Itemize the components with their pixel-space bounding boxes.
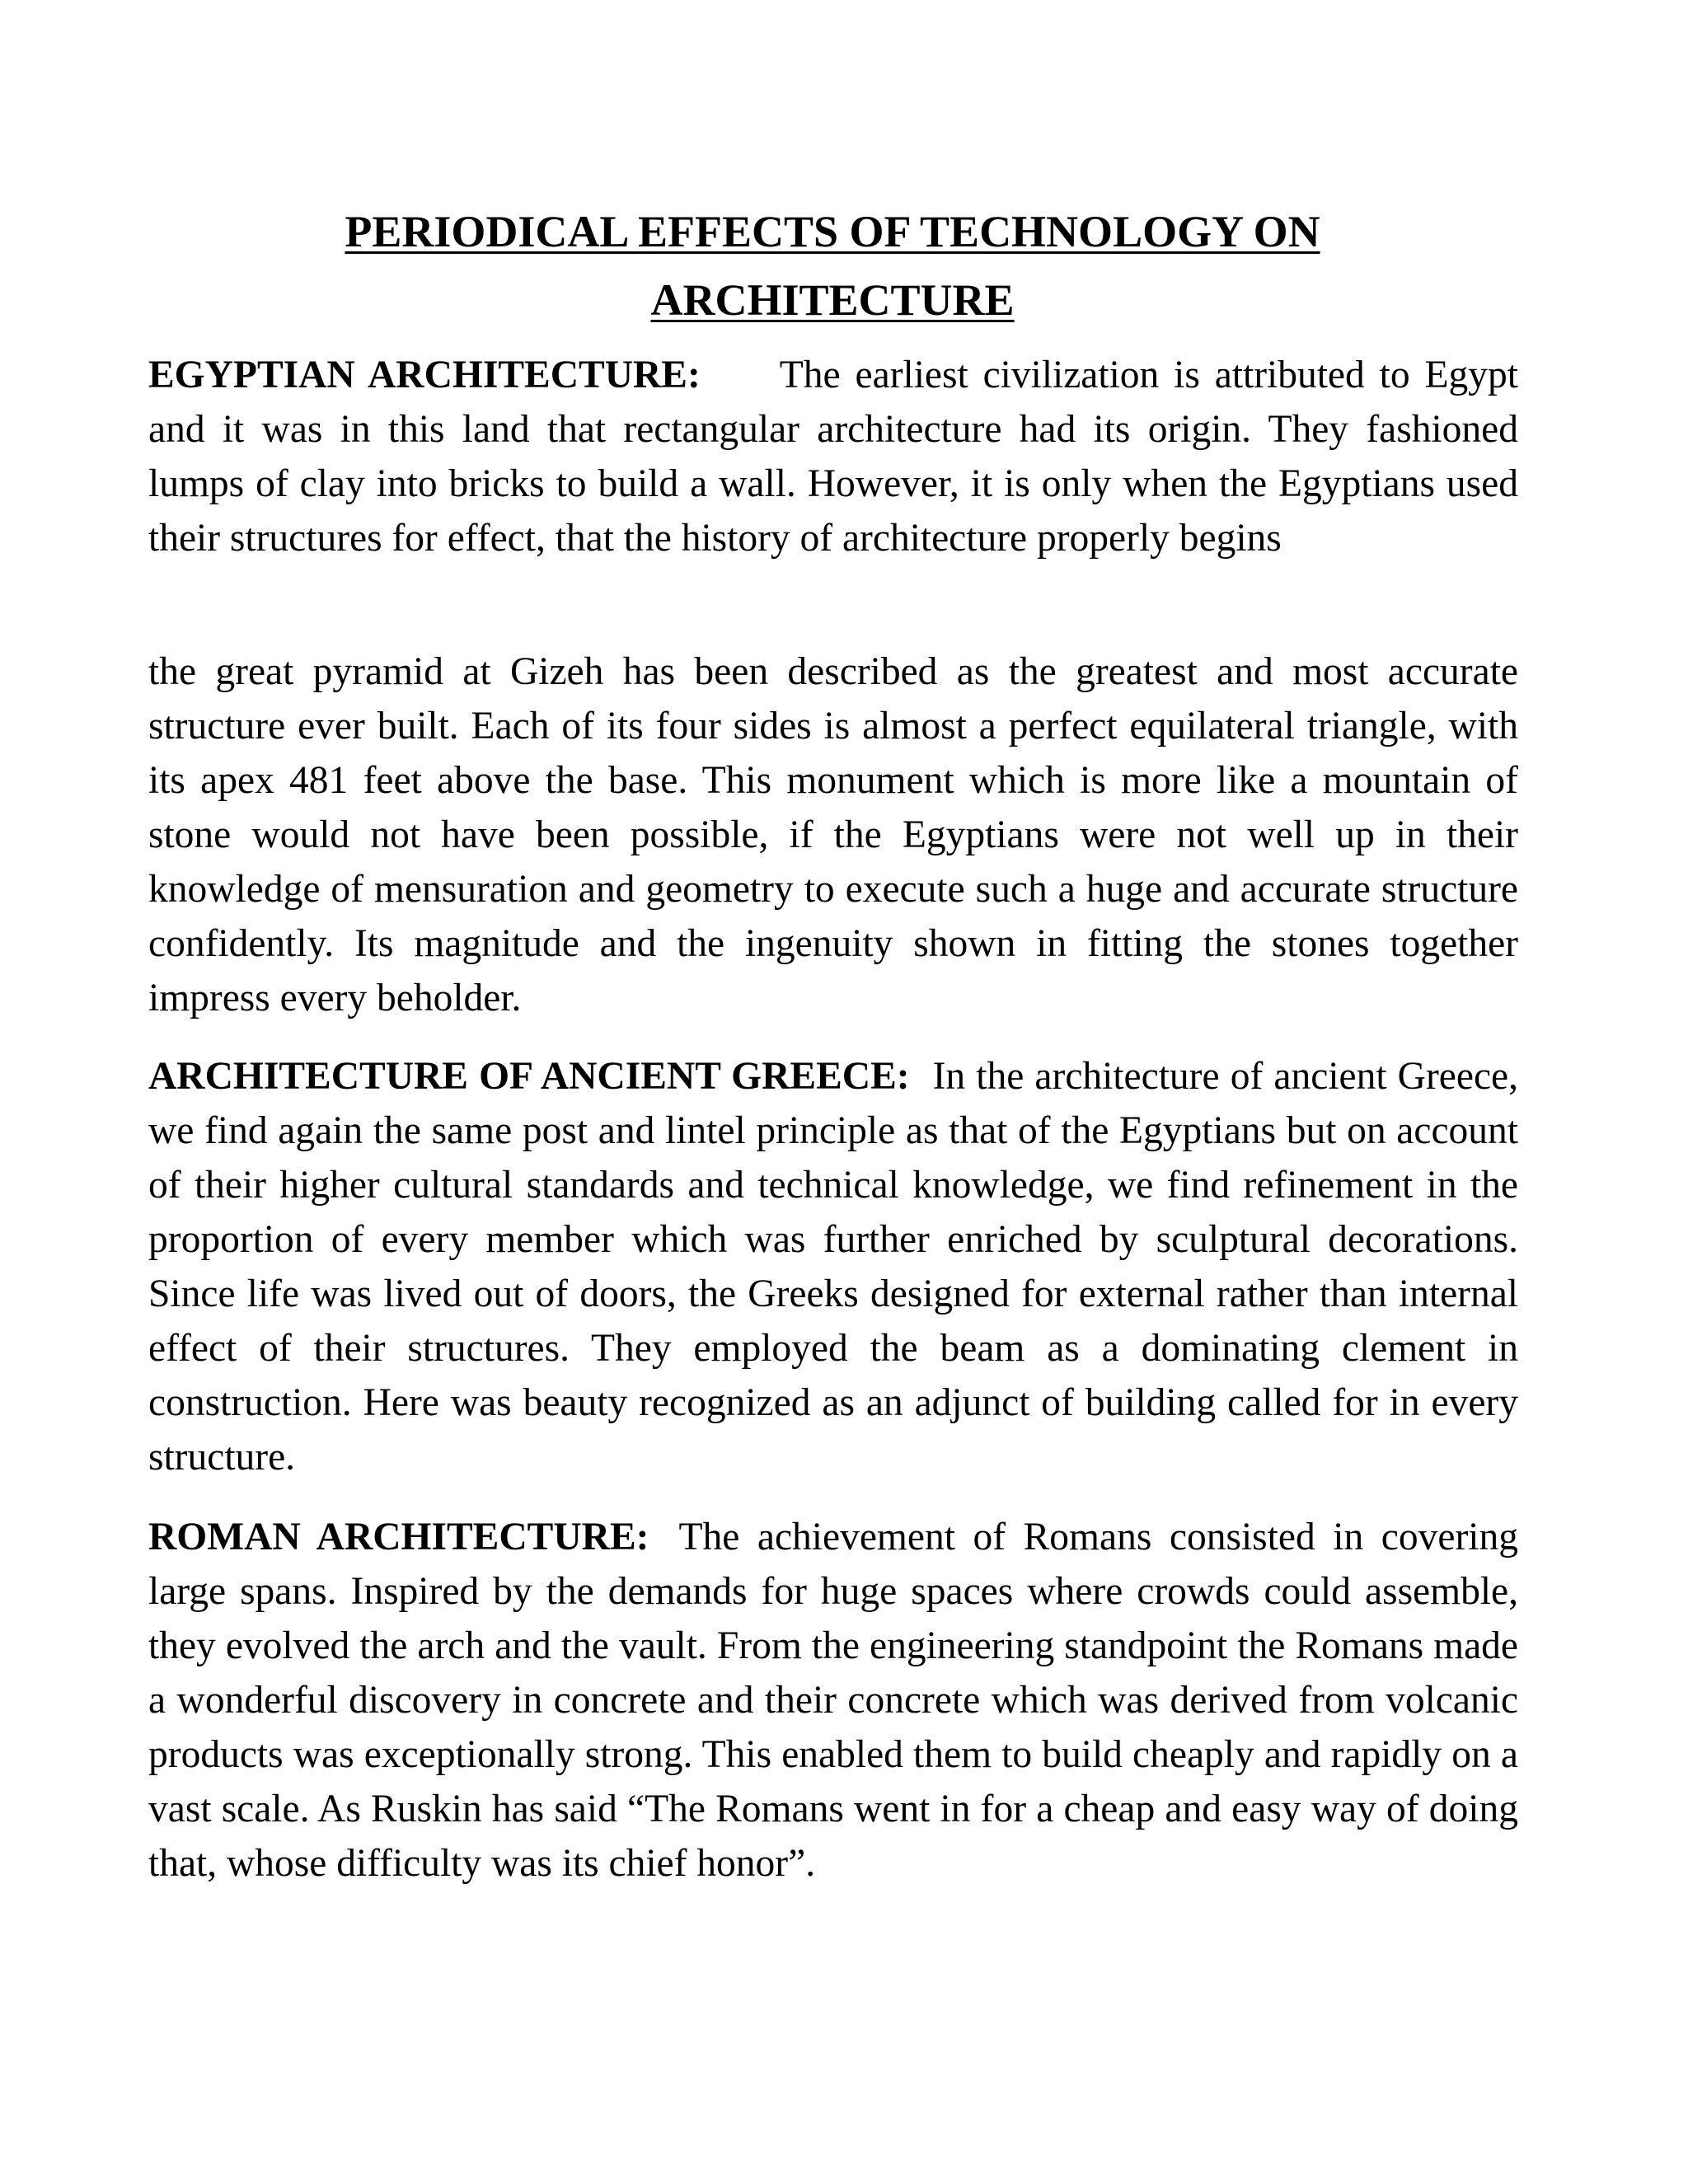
- egyptian-architecture-paragraph: [148, 348, 1518, 565]
- great-pyramid-text: the great pyramid at Gizeh has been described as the greatest and most accurate structure ever built. Each of its four sides is almost a perfect equilateral triangle, with its apex 481 feet above the base. This monument which is more like a mountain of stone would not have been possible, if the Egyptians were not well up in their knowledge of mensuration and geometry to execute such a huge and accurate structure confidently. Its magnitude and the ingenuity shown in fitting the stones together impress every beholder.: [148, 650, 1518, 1019]
- roman-architecture-heading: ROMAN ARCHITECTURE:: [148, 1516, 649, 1558]
- title-line-2: ARCHITECTURE: [650, 275, 1015, 325]
- egyptian-architecture-heading: EGYPTIAN ARCHITECTURE:: [148, 354, 701, 396]
- great-pyramid-paragraph: [148, 644, 1518, 1025]
- egyptian-architecture-text: The earliest civilization is attributed to Egypt and it was in this land that rectangular architecture had its origin. They fashioned lumps of clay into bricks to build a wall. However, it is only when the Egyptians used their structures for effect, that the history of architecture properly begins: [148, 354, 1518, 560]
- page-title: [148, 198, 1517, 335]
- ancient-greece-text: In the architecture of ancient Greece, we find again the same post and lintel principle as that of the Egyptians but on account of their higher cultural standards and technical knowledge, we find refinement in the proportion of every member which was further enriched by sculptural decorations. Since life was lived out of doors, the Greeks designed for external rather than internal effect of their structures. They employed the beam as a dominating clement in construction. Here was beauty recognized as an adjunct of building called for in every structure.: [148, 1055, 1518, 1479]
- roman-architecture-text: The achievement of Romans consisted in covering large spans. Inspired by the demands for huge spaces where crowds could assemble, they evolved the arch and the vault. From the engineering standpoint the Romans made a wonderful discovery in concrete and their concrete which was derived from volcanic products was exceptionally strong. This enabled them to build cheaply and rapidly on a vast scale. As Ruskin has said “The Romans went in for a cheap and easy way of doing that, whose difficulty was its chief honor”.: [148, 1516, 1518, 1885]
- ancient-greece-paragraph: [148, 1049, 1518, 1484]
- roman-architecture-paragraph: [148, 1510, 1518, 1891]
- ancient-greece-heading: ARCHITECTURE OF ANCIENT GREECE:: [148, 1055, 910, 1098]
- title-line-1: PERIODICAL EFFECTS OF TECHNOLOGY ON: [345, 207, 1320, 256]
